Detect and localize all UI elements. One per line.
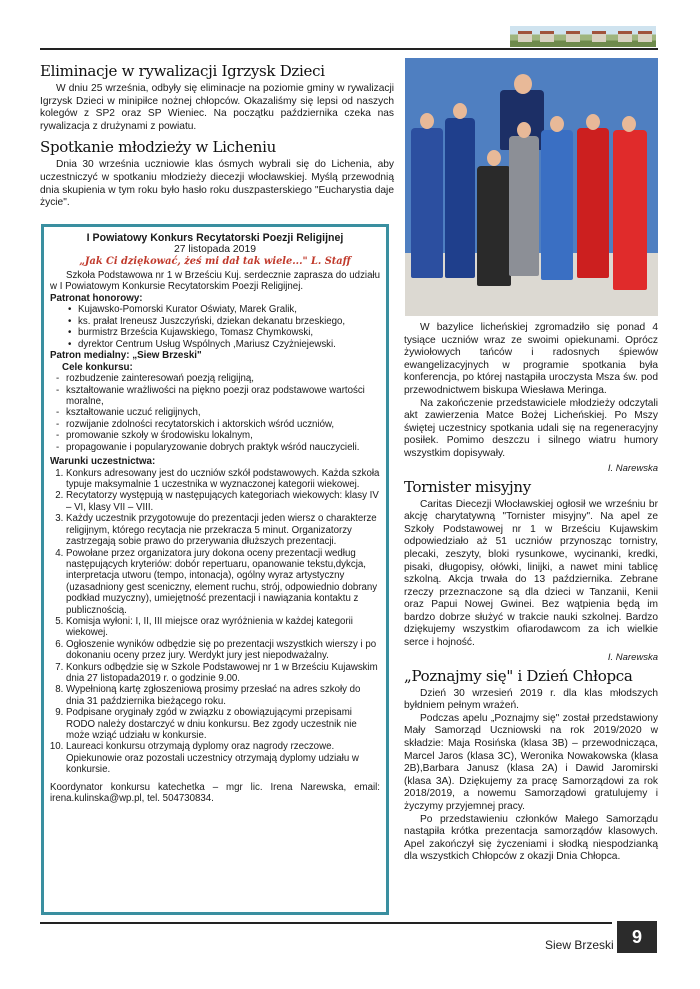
- article-title-lichen: Spotkanie młodzieży w Licheniu: [40, 138, 276, 157]
- list-item: • ks. prałat Ireneusz Juszczyński, dziekan dekanatu brzeskiego,: [78, 316, 380, 327]
- header-village-image: [510, 26, 656, 47]
- cele-list: [50, 373, 380, 453]
- list-item: 8. Wypełnioną kartę zgłoszeniową prosimy przesłać na adres szkoły do dnia 31 października bieżącego roku.: [66, 684, 380, 707]
- article-title-eliminacje: Eliminacje w rywalizacji Igrzysk Dzieci: [40, 62, 325, 80]
- list-item: - rozbudzenie zainteresowań poezją religijną,: [66, 373, 380, 384]
- patronat-label: Patronat honorowy:: [50, 292, 143, 304]
- contest-title: I Powiatowy Konkurs Recytatorski Poezji Religijnej: [86, 232, 344, 244]
- list-item: - promowanie szkoły w środowisku lokalnym,: [66, 430, 380, 441]
- list-item: 5. Komisja wyłoni: I, II, III miejsce oraz wyróżnienia w każdej kategorii wiekowej.: [66, 616, 380, 639]
- team-photo: [405, 58, 658, 316]
- article-text-poznajmy-2: Podczas apelu „Poznajmy się" został przedstawiony Mały Samorząd Uczniowski na rok 2019/2020 w składzie: Maja Rosińska (klasa 3B) – przewodnicząca, Marcel Jaros (klasa 3C), Weronika Nowakowska (klasa 2B),Barbara Janusz (klasa 2A) i Dawid Jaromirski (klasa 3A). Dziękujemy za pracę Samorządowi za rok 2018/2019, a nowemu Samorządowi gratulujemy i życzymy przyjemnej pracy.: [404, 712, 658, 812]
- list-item: 2. Recytatorzy występują w następujących kategoriach wiekowych: klasy IV – VI, klasy VII – VIII.: [66, 490, 380, 513]
- article-text-tornister: Caritas Diecezji Włocławskiej ogłosił we wrześniu br akcję charytatywną "Tornister misyjny". Na apel ze Szkoły Podstawowej nr 1 w Brześciu Kujawskim odpowiedziało aż 51 uczniów przynosząc tornistry, plecaki, zeszyty, bloki rysunkowe, wycinanki, kredki, pisaki, długopisy, ołówki, linijki, a nawet mini tablicę szkolną. Akcja trwała do 13 października. Zebrane rzeczy przeznaczone są dla dzieci w Tanzanii, Kenii oraz Papui Nowej Gwinei. Bez wątpienia będą im bardzo dobrze służyć w trakcie nauki szkolnej. Bardzo dziękujemy wszystkim ofiarodawcom za ich wielkie serce i hojność.: [404, 498, 658, 649]
- list-item: 1. Konkurs adresowany jest do uczniów szkół podstawowych. Każda szkoła typuje maksymalnie 1 uczestnika w wyznaczonej kategorii wiekowej.: [66, 468, 380, 491]
- list-item: - propagowanie i popularyzowanie dobrych praktyk wśród nauczycieli.: [66, 442, 380, 453]
- patronat-list: [50, 304, 380, 350]
- article-text-lichen: Dnia 30 września uczniowie klas ósmych wybrali się do Lichenia, aby uczestniczyć w spotkaniu młodzieży diecezji włocławskiej. Myślą przewodnią dnia skupienia w tym roku było hasło roku duszpasterskiego "Eucharystia daje życie".: [40, 159, 394, 209]
- footer-rule: [40, 922, 612, 924]
- article-text-poznajmy-3: Po przedstawieniu członków Małego Samorządu nastąpiła krótka prezentacja samorządów klasowych. Apel zakończył się życzeniami i słodką niespodzianką dla wszystkich Chłopców z okazji Dnia Chłopca.: [404, 813, 658, 863]
- koordynator-text: Koordynator konkursu katechetka – mgr lic. Irena Narewska, email: irena.kulinska@wp.pl, tel. 504730834.: [50, 781, 380, 805]
- contest-motto: „Jak Ci dziękować, żeś mi dał tak wiele..." L. Staff: [79, 256, 351, 267]
- list-item: - kształtowanie uczuć religijnych,: [66, 407, 380, 418]
- list-item: 9. Podpisane oryginały zgód w związku z obowiązującymi przepisami RODO należy dostarczyć w dniu konkursu. Bez zgody uczestnik nie może wziąć udziału w konkursie.: [66, 707, 380, 741]
- right-column: [404, 322, 658, 864]
- article-title-poznajmy: „Poznajmy się" i Dzień Chłopca: [404, 666, 633, 685]
- footer-brand: Siew Brzeski: [545, 938, 614, 952]
- list-item: • Kujawsko-Pomorski Kurator Oświaty, Marek Gralik,: [78, 304, 380, 315]
- list-item: • dyrektor Centrum Usług Wspólnych ,Mariusz Czyżniejewski.: [78, 339, 380, 350]
- article-title-tornister: Tornister misyjny: [404, 477, 531, 496]
- signature: I. Narewska: [607, 462, 658, 474]
- list-item: - rozwijanie zdolności recytatorskich i aktorskich wśród uczniów,: [66, 419, 380, 430]
- list-item: - kształtowanie wrażliwości na piękno poezji oraz podstawowe wartości moralne,: [66, 385, 380, 408]
- list-item: 7. Konkurs odbędzie się w Szkole Podstawowej nr 1 w Brześciu Kujawskim dnia 27 listopada2019 r. o godzinie 9.00.: [66, 662, 380, 685]
- warunki-label: Warunki uczestnictwa:: [50, 456, 156, 468]
- article-text-poznajmy-1: Dzień 30 wrzesień 2019 r. dla klas młodszych byłdniem pełnym wrażeń.: [404, 687, 658, 712]
- contest-intro: Szkoła Podstawowa nr 1 w Brześciu Kuj. serdecznie zaprasza do udziału w I Powiatowym Konkursie Recytatorskim Poezji Religijnej.: [50, 270, 380, 293]
- cele-label: Cele konkursu:: [62, 361, 133, 373]
- list-item: 6. Ogłoszenie wyników odbędzie się po prezentacji wszystkich wierszy i po dokonaniu oceny przez jury. Werdykt jury jest niepodważalny.: [66, 639, 380, 662]
- header-rule: [40, 48, 658, 50]
- list-item: 10. Laureaci konkursu otrzymają dyplomy oraz nagrody rzeczowe. Opiekunowie oraz pozostali uczestnicy otrzymają dyplomy udziału w konkursie.: [66, 741, 380, 775]
- contest-date: 27 listopada 2019: [173, 244, 257, 255]
- contest-box: [41, 224, 389, 915]
- page-number: 9: [617, 921, 657, 953]
- warunki-list: [50, 468, 380, 776]
- list-item: 4. Powołane przez organizatora jury dokona oceny prezentacji według następujących kryteriów: dobór repertuaru, opanowanie tekstu,dykcja, interpretacja utworu (tempo, intonacja), ogólny wyraz artystyczny (uzasadniony gest sceniczny, element ruchu, strój, odpowiednio dobrany podkład muzyczny), umiejętność prezentacji i nawiązania kontaktu z publicznością.: [66, 548, 380, 616]
- list-item: • burmistrz Brześcia Kujawskiego, Tomasz Chymkowski,: [78, 327, 380, 338]
- medialny-label: Patron medialny: „Siew Brzeski": [50, 350, 202, 362]
- article-text-eliminacje: W dniu 25 września, odbyły się eliminacje na poziomie gminy w rywalizacji Igrzysk Dzieci w minipiłce nożnej chłopców. Okazaliśmy się lepsi od naszych kolegów z SP2 oraz SP Wieniec. Na początku października czeka nas rywalizacja z drużynami z powiatu.: [40, 83, 394, 132]
- signature: I. Narewska: [607, 651, 658, 663]
- article-text-lichen-2: W bazylice licheńskiej zgromadziło się ponad 4 tysiące uczniów wraz ze swoimi opiekunami. Oprócz żywiołowych tańców i radosnych śpiewów ewangelizacyjnych w programie spotkania była konferencja, po której nastąpiła uroczysta Msza św. pod przewodnictwem biskupa Wiesława Meringa.: [404, 322, 658, 396]
- list-item: 3. Każdy uczestnik przygotowuje do prezentacji jeden wiersz o charakterze religijnym, którego recytacja nie przekracza 5 minut. Organizatorzy zastrzegają sobie prawo do przerywania dłuższych prezentacji.: [66, 513, 380, 547]
- article-text-lichen-3: Na zakończenie przedstawiciele młodzieży odczytali akt zawierzenia Matce Bożej Licheńskiej. Po Mszy świętej uczestnicy spotkania udali się na regeneracyjny posiłek. Pomimo deszczu i silnego wiatru humory wszystkim dopisywały.: [404, 397, 658, 459]
- left-column: [40, 58, 394, 210]
